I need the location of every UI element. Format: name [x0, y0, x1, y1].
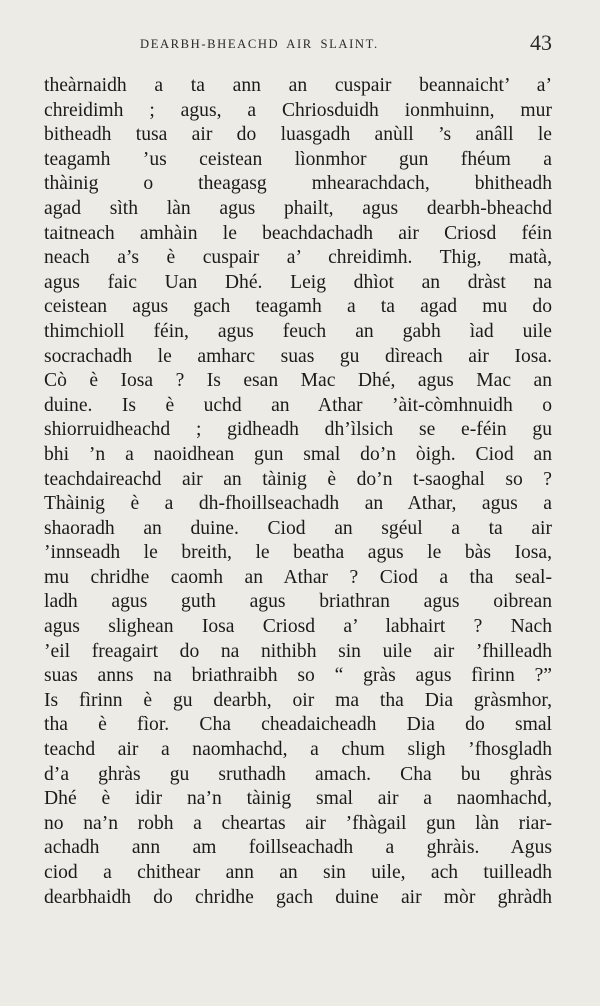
text-line: ceistean agus gach teagamh a ta agad mu do — [44, 296, 552, 318]
text-line: taitneach amhàin le beachdachadh air Criosd féin — [44, 222, 552, 244]
text-line: theàrnaidh a ta ann an cuspair beannaicht’ a’ — [44, 75, 552, 96]
text-line: thimchioll féin, agus feuch an gabh ìad uile — [44, 320, 552, 342]
text-line: teagamh ’us ceistean lìonmhor gun fhéum a — [44, 148, 552, 170]
running-title: DEARBH-BHEACHD AIR SLAINT. — [140, 37, 379, 51]
text-line: bhi ’n a naoidhean gun smal do’n òigh. Ciod an — [44, 443, 552, 465]
text-line: achadh ann am foillseachadh a ghràis. Agus — [44, 837, 552, 859]
text-line: agus slighean Iosa Criosd a’ labhairt ? Nach — [44, 616, 552, 638]
text-line: tha è fìor. Cha cheadaicheadh Dia do smal — [44, 714, 552, 736]
text-line: agus faic Uan Dhé. Leig dhìot an dràst na — [44, 271, 552, 293]
text-line: shiorruidheachd ; gidheadh dh’ìlsich se e-féin gu — [44, 419, 552, 441]
text-line: ’innseadh le breith, le beatha agus le bàs Iosa, — [44, 542, 552, 564]
text-line: mu chridhe caomh an Athar ? Ciod a tha seal- — [44, 566, 552, 588]
text-line: dearbhaidh do chridhe gach duine air mòr ghràdh — [44, 886, 552, 908]
text-line: duine. Is è uchd an Athar ’àit-còmhnuidh o — [44, 394, 552, 416]
text-line: teachdaireachd air an tàinig è do’n t-saoghal so ? — [44, 468, 552, 490]
text-line: ciod a chithear ann an sin uile, ach tuilleadh — [44, 862, 552, 883]
text-line: d’a ghràs gu sruthadh amach. Cha bu ghràs — [44, 763, 552, 785]
text-line: ’eil freagairt do na nithibh sin uile air ’fhilleadh — [44, 640, 552, 662]
text-line: Cò è Iosa ? Is esan Mac Dhé, agus Mac an — [44, 370, 552, 392]
text-line: no na’n robh a cheartas air ’fhàgail gun làn riar- — [44, 812, 552, 834]
page-number: 43 — [530, 30, 552, 55]
text-line: neach a’s è cuspair a’ chreidimh. Thig, matà, — [44, 247, 552, 269]
text-line: shaoradh an duine. Ciod an sgéul a ta air — [44, 517, 552, 539]
text-line: thàinig o theagasg mhearachdach, bhitheadh — [44, 173, 552, 195]
body-text — [44, 74, 552, 910]
text-line: agad sìth làn agus phailt, agus dearbh-bheachd — [44, 197, 552, 219]
text-line: socrachadh le amharc suas gu dìreach air Iosa. — [44, 345, 552, 367]
text-line: Dhé è idir na’n tàinig smal air a naomhachd, — [44, 788, 552, 810]
text-line: teachd air a naomhachd, a chum sligh ’fhosgladh — [44, 739, 552, 761]
running-head — [44, 30, 552, 56]
text-line: ladh agus guth agus briathran agus oibrean — [44, 591, 552, 613]
text-line: Thàinig è a dh-fhoillseachadh an Athar, agus a — [44, 493, 552, 515]
text-line: suas anns na briathraibh so “ gràs agus fìrinn ?” — [44, 665, 552, 687]
text-line: bitheadh tusa air do luasgadh anùll ’s anâll le — [44, 124, 552, 146]
text-line: Is fìrinn è gu dearbh, oir ma tha Dia gràsmhor, — [44, 689, 552, 711]
text-line: chreidimh ; agus, a Chriosduidh ionmhuinn, mur — [44, 99, 552, 121]
